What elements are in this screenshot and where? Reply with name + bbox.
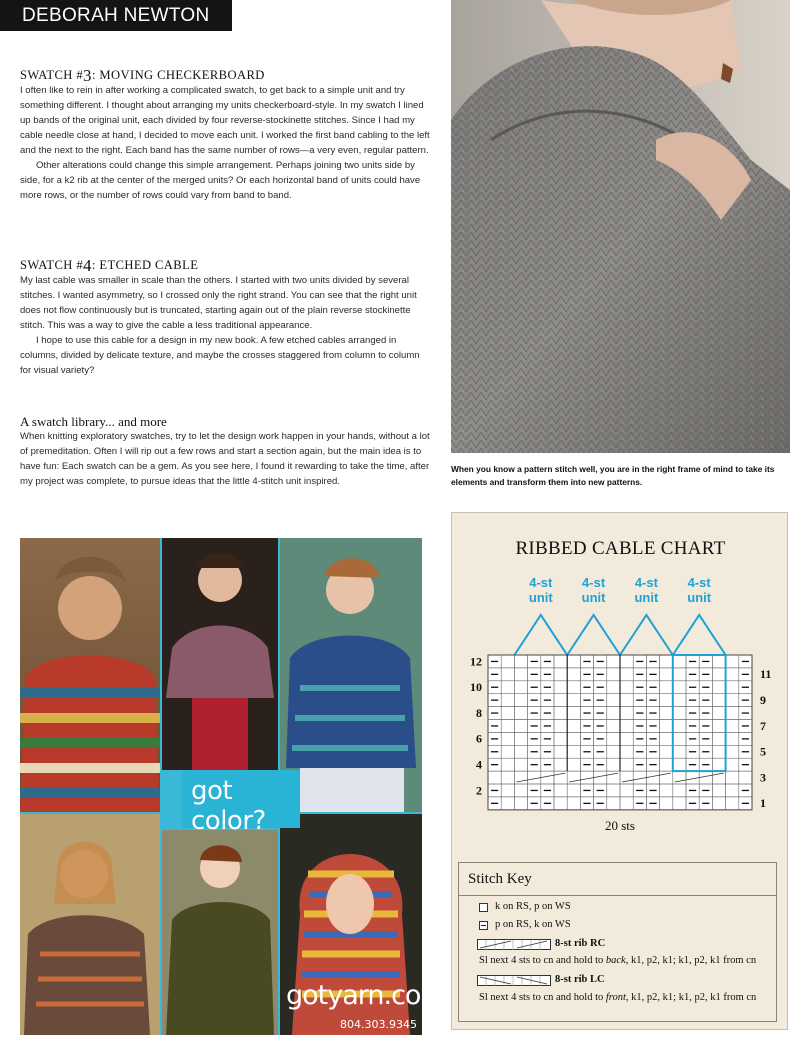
- row-number-right: 1: [760, 796, 766, 811]
- paragraph: Other alterations could change this simple arrangement. Perhaps joining two units side by side, for a k2 rib at the center of the merged units? Or each horizontal band of units could have more rows, or the number of rows could vary from band to band.: [20, 160, 421, 201]
- section-body: [20, 273, 430, 378]
- section-title: A swatch library... and more: [20, 414, 167, 429]
- unit-arrow: [620, 615, 673, 655]
- row-number-left: 10: [470, 680, 482, 695]
- rib-lc-description: Sl next 4 sts to cn and hold to front, k1, p2, k1; k1, p2, k1 from cn: [479, 992, 757, 1003]
- unit-arrow: [673, 615, 726, 655]
- row-number-right: 9: [760, 693, 766, 708]
- unit-label-top: 4-st: [582, 575, 606, 590]
- gotyarn-advertisement[interactable]: [20, 538, 446, 1035]
- ad-photo-shawl: [162, 538, 278, 770]
- knit-symbol: [479, 903, 488, 912]
- row-number-left: 12: [470, 654, 482, 669]
- paragraph: I hope to use this cable for a design in my new book. A few etched cables arranged in columns, divided by delicate texture, and maybe the crosses staggered from column to column for visual variety?: [20, 335, 420, 376]
- unit-label-bottom: unit: [634, 590, 659, 605]
- ad-photo-striped-sweater: [20, 538, 160, 812]
- row-number-right: 3: [760, 770, 766, 785]
- rib-lc-name: 8-st rib LC: [555, 974, 605, 985]
- row-number-left: 4: [476, 757, 482, 772]
- ad-photo-blue-sweater: [280, 538, 422, 812]
- row-number-left: 2: [476, 783, 482, 798]
- rib-rc-description: Sl next 4 sts to cn and hold to back, k1, p2, k1; k1, p2, k1 from cn: [479, 955, 757, 966]
- chart-width-label: 20 sts: [605, 817, 635, 833]
- section-swatch-3: [20, 66, 430, 203]
- ad-slogan: got color?: [191, 776, 266, 836]
- purl-symbol: [479, 921, 488, 930]
- paragraph: I often like to rein in after working a complicated swatch, to get back to a simple unit and try something different. I thought about arranging my units checkerboard-style. In my swatch I lined up bands of the original unit, each divided by four reverse-stockinette stitches. Since I had my cable needle close at hand, I decided to move each unit. I worked the first band cabling to the left and the next to the right. Each band has the same number of rows—a very even, regular pattern.: [20, 85, 430, 156]
- rib-lc-symbol: [477, 975, 551, 987]
- unit-label-bottom: unit: [581, 590, 606, 605]
- unit-label-bottom: unit: [687, 590, 712, 605]
- ad-slogan-box: [182, 770, 300, 836]
- author-banner: [0, 0, 232, 31]
- unit-label-top: 4-st: [529, 575, 553, 590]
- knit-key-text: k on RS, p on WS: [495, 901, 571, 912]
- stitch-key: [458, 862, 777, 1022]
- rib-rc-symbol: [477, 939, 551, 951]
- ad-brand[interactable]: gotyarn.com: [286, 980, 446, 1011]
- section-title: SWATCH #3: MOVING CHECKERBOARD: [20, 66, 265, 85]
- author-name: DEBORAH NEWTON: [22, 5, 210, 26]
- row-number-left: 8: [476, 705, 482, 720]
- chart-svg: [452, 513, 789, 853]
- section-body: [20, 83, 430, 203]
- stitch-key-title: Stitch Key: [468, 871, 532, 887]
- row-number-right: 11: [760, 667, 772, 682]
- unit-label-bottom: unit: [528, 590, 553, 605]
- unit-label-top: 4-st: [634, 575, 658, 590]
- ad-photo-jacket: [162, 830, 278, 1035]
- row-number-right: 7: [760, 718, 766, 733]
- stitch-key-divider: [459, 895, 776, 896]
- paragraph: My last cable was smaller in scale than the others. I started with two units divided by several stitches. I wanted asymmetry, so I crossed only the right strand. You can see that the right unit does not flow continuously but is truncated, starting again out of the plain reverse stockinette stitch. This was a way to give the cable a less traditional appearance.: [20, 275, 417, 331]
- row-number-right: 5: [760, 744, 766, 759]
- section-title: SWATCH #4: ETCHED CABLE: [20, 256, 199, 275]
- chart-title: RIBBED CABLE CHART: [515, 538, 726, 559]
- unit-label-top: 4-st: [687, 575, 711, 590]
- section-swatch-4: [20, 256, 430, 378]
- section-swatch-library: [20, 414, 430, 489]
- ad-phone: 804.303.9345: [340, 1018, 417, 1031]
- photo-caption: When you know a pattern stitch well, you are in the right frame of mind to take its elements and transform them into new patterns.: [451, 464, 775, 487]
- rib-rc-name: 8-st rib RC: [555, 938, 606, 949]
- paragraph: When knitting exploratory swatches, try to let the design work happen in your hands, without a lot of premeditation. Often I will rip out a few rows and start a section again, but the main idea is to have fun: Each swatch can be a gem. As you see here, I found it rewarding to take the time, after my project was complete, to pursue ideas that the little 4-stitch unit inspired.: [20, 431, 430, 487]
- row-number-left: 6: [476, 731, 482, 746]
- sweater-photo: [451, 0, 790, 453]
- unit-arrow: [567, 615, 620, 655]
- unit-arrow: [514, 615, 567, 655]
- ad-photo-cardigan: [20, 814, 160, 1035]
- purl-key-text: p on RS, k on WS: [495, 919, 571, 930]
- section-body: [20, 429, 430, 489]
